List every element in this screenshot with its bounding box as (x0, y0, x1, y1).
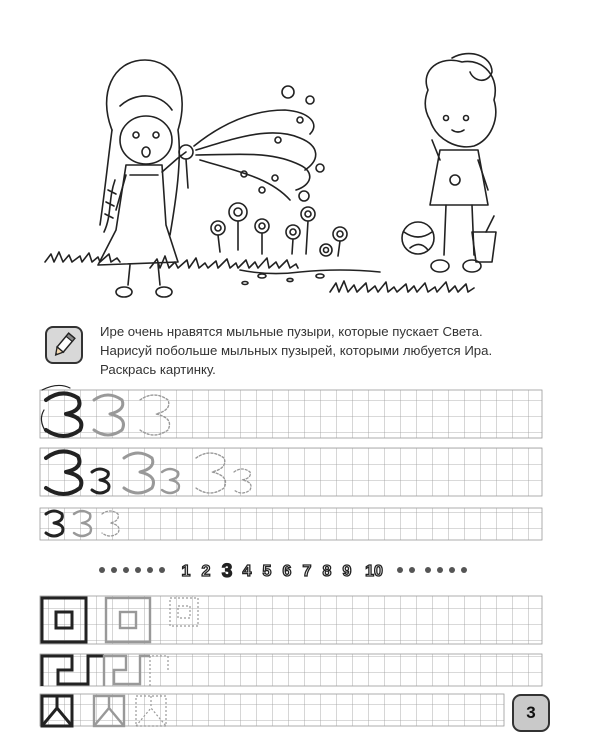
dot (461, 567, 467, 573)
dot (397, 567, 403, 573)
dot (99, 567, 105, 573)
instruction-line: Нарисуй побольше мыльных пузырей, которыми любуется Ира. (100, 343, 493, 358)
number-6: 6 (282, 563, 292, 580)
dot (147, 567, 153, 573)
dot (425, 567, 431, 573)
number-3: 3 (221, 561, 233, 582)
instruction-line: Ире очень нравятся мыльные пузыри, которые пускает Света. (100, 324, 483, 339)
grid-row-2 (40, 448, 542, 496)
number-8: 8 (322, 563, 332, 580)
dot (437, 567, 443, 573)
number-line (96, 556, 476, 582)
dot (409, 567, 415, 573)
number-2: 2 (201, 563, 211, 580)
number-5: 5 (262, 563, 272, 580)
number-10: 10 (365, 563, 383, 580)
number-7: 7 (302, 563, 312, 580)
dot (111, 567, 117, 573)
instruction-line: Раскрась картинку. (100, 362, 216, 377)
dot (135, 567, 141, 573)
pattern-practice-grid (40, 596, 542, 726)
number-4: 4 (242, 563, 252, 580)
dot (123, 567, 129, 573)
number-1: 1 (181, 563, 191, 580)
dot (159, 567, 165, 573)
page-number: 3 (526, 703, 536, 722)
grid-row-4 (40, 596, 542, 644)
number-9: 9 (342, 563, 352, 580)
page-number-badge (512, 694, 550, 732)
dot (449, 567, 455, 573)
